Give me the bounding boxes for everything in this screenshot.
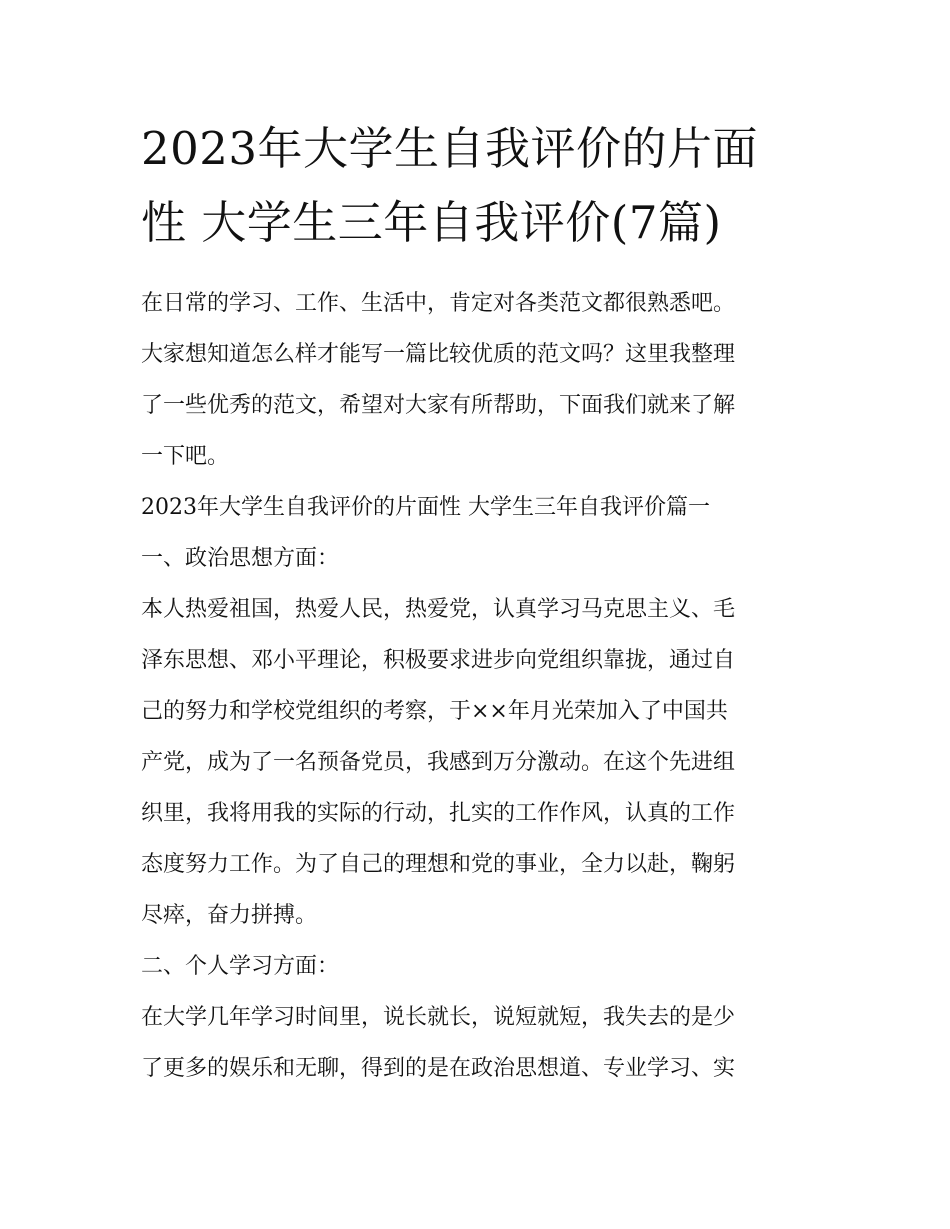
part2-paragraph — [141, 992, 813, 1094]
part1-line-3: 己的努力和学校党组织的考察，于××年月光荣加入了中国共 — [141, 699, 728, 724]
part2-heading: 二、个人学习方面： — [141, 954, 340, 979]
title-line-1: 2023年大学生自我评价的片面 — [141, 122, 759, 175]
part1-line-4: 产党，成为了一名预备党员，我感到万分激动。在这个先进组 — [141, 750, 736, 775]
part2-line-1: 在大学几年学习时间里，说长就长，说短就短，我失去的是少 — [141, 1005, 736, 1030]
section-heading: 2023年大学生自我评价的片面性 大学生三年自我评价篇一 — [141, 495, 710, 520]
part1-line-1: 本人热爱祖国，热爱人民，热爱党，认真学习马克思主义、毛 — [141, 597, 736, 622]
document-content — [141, 112, 813, 1094]
part2-line-2: 了更多的娱乐和无聊，得到的是在政治思想道、专业学习、实 — [141, 1056, 736, 1081]
part1-line-5: 织里，我将用我的实际的行动，扎实的工作作风，认真的工作 — [141, 801, 736, 826]
part1-line-2: 泽东思想、邓小平理论，积极要求进步向党组织靠拢，通过自 — [141, 648, 736, 673]
part1-heading: 一、政治思想方面： — [141, 546, 340, 571]
title-line-2: 性 大学生三年自我评价(7篇) — [141, 196, 722, 249]
part1-paragraph — [141, 584, 813, 941]
intro-line-3: 了一些优秀的范文，希望对大家有所帮助，下面我们就来了解 — [141, 393, 736, 418]
intro-line-1: 在日常的学习、工作、生活中，肯定对各类范文都很熟悉吧。 — [141, 291, 736, 316]
intro-line-4: 一下吧。 — [141, 444, 230, 469]
part1-line-7: 尽瘁，奋力拼搏。 — [141, 903, 318, 928]
part1-line-6: 态度努力工作。为了自己的理想和党的事业，全力以赴，鞠躬 — [141, 852, 736, 877]
document-title — [141, 112, 813, 260]
document-body — [141, 278, 813, 1094]
intro-paragraph — [141, 278, 813, 482]
intro-line-2: 大家想知道怎么样才能写一篇比较优质的范文吗？这里我整理 — [141, 342, 736, 367]
